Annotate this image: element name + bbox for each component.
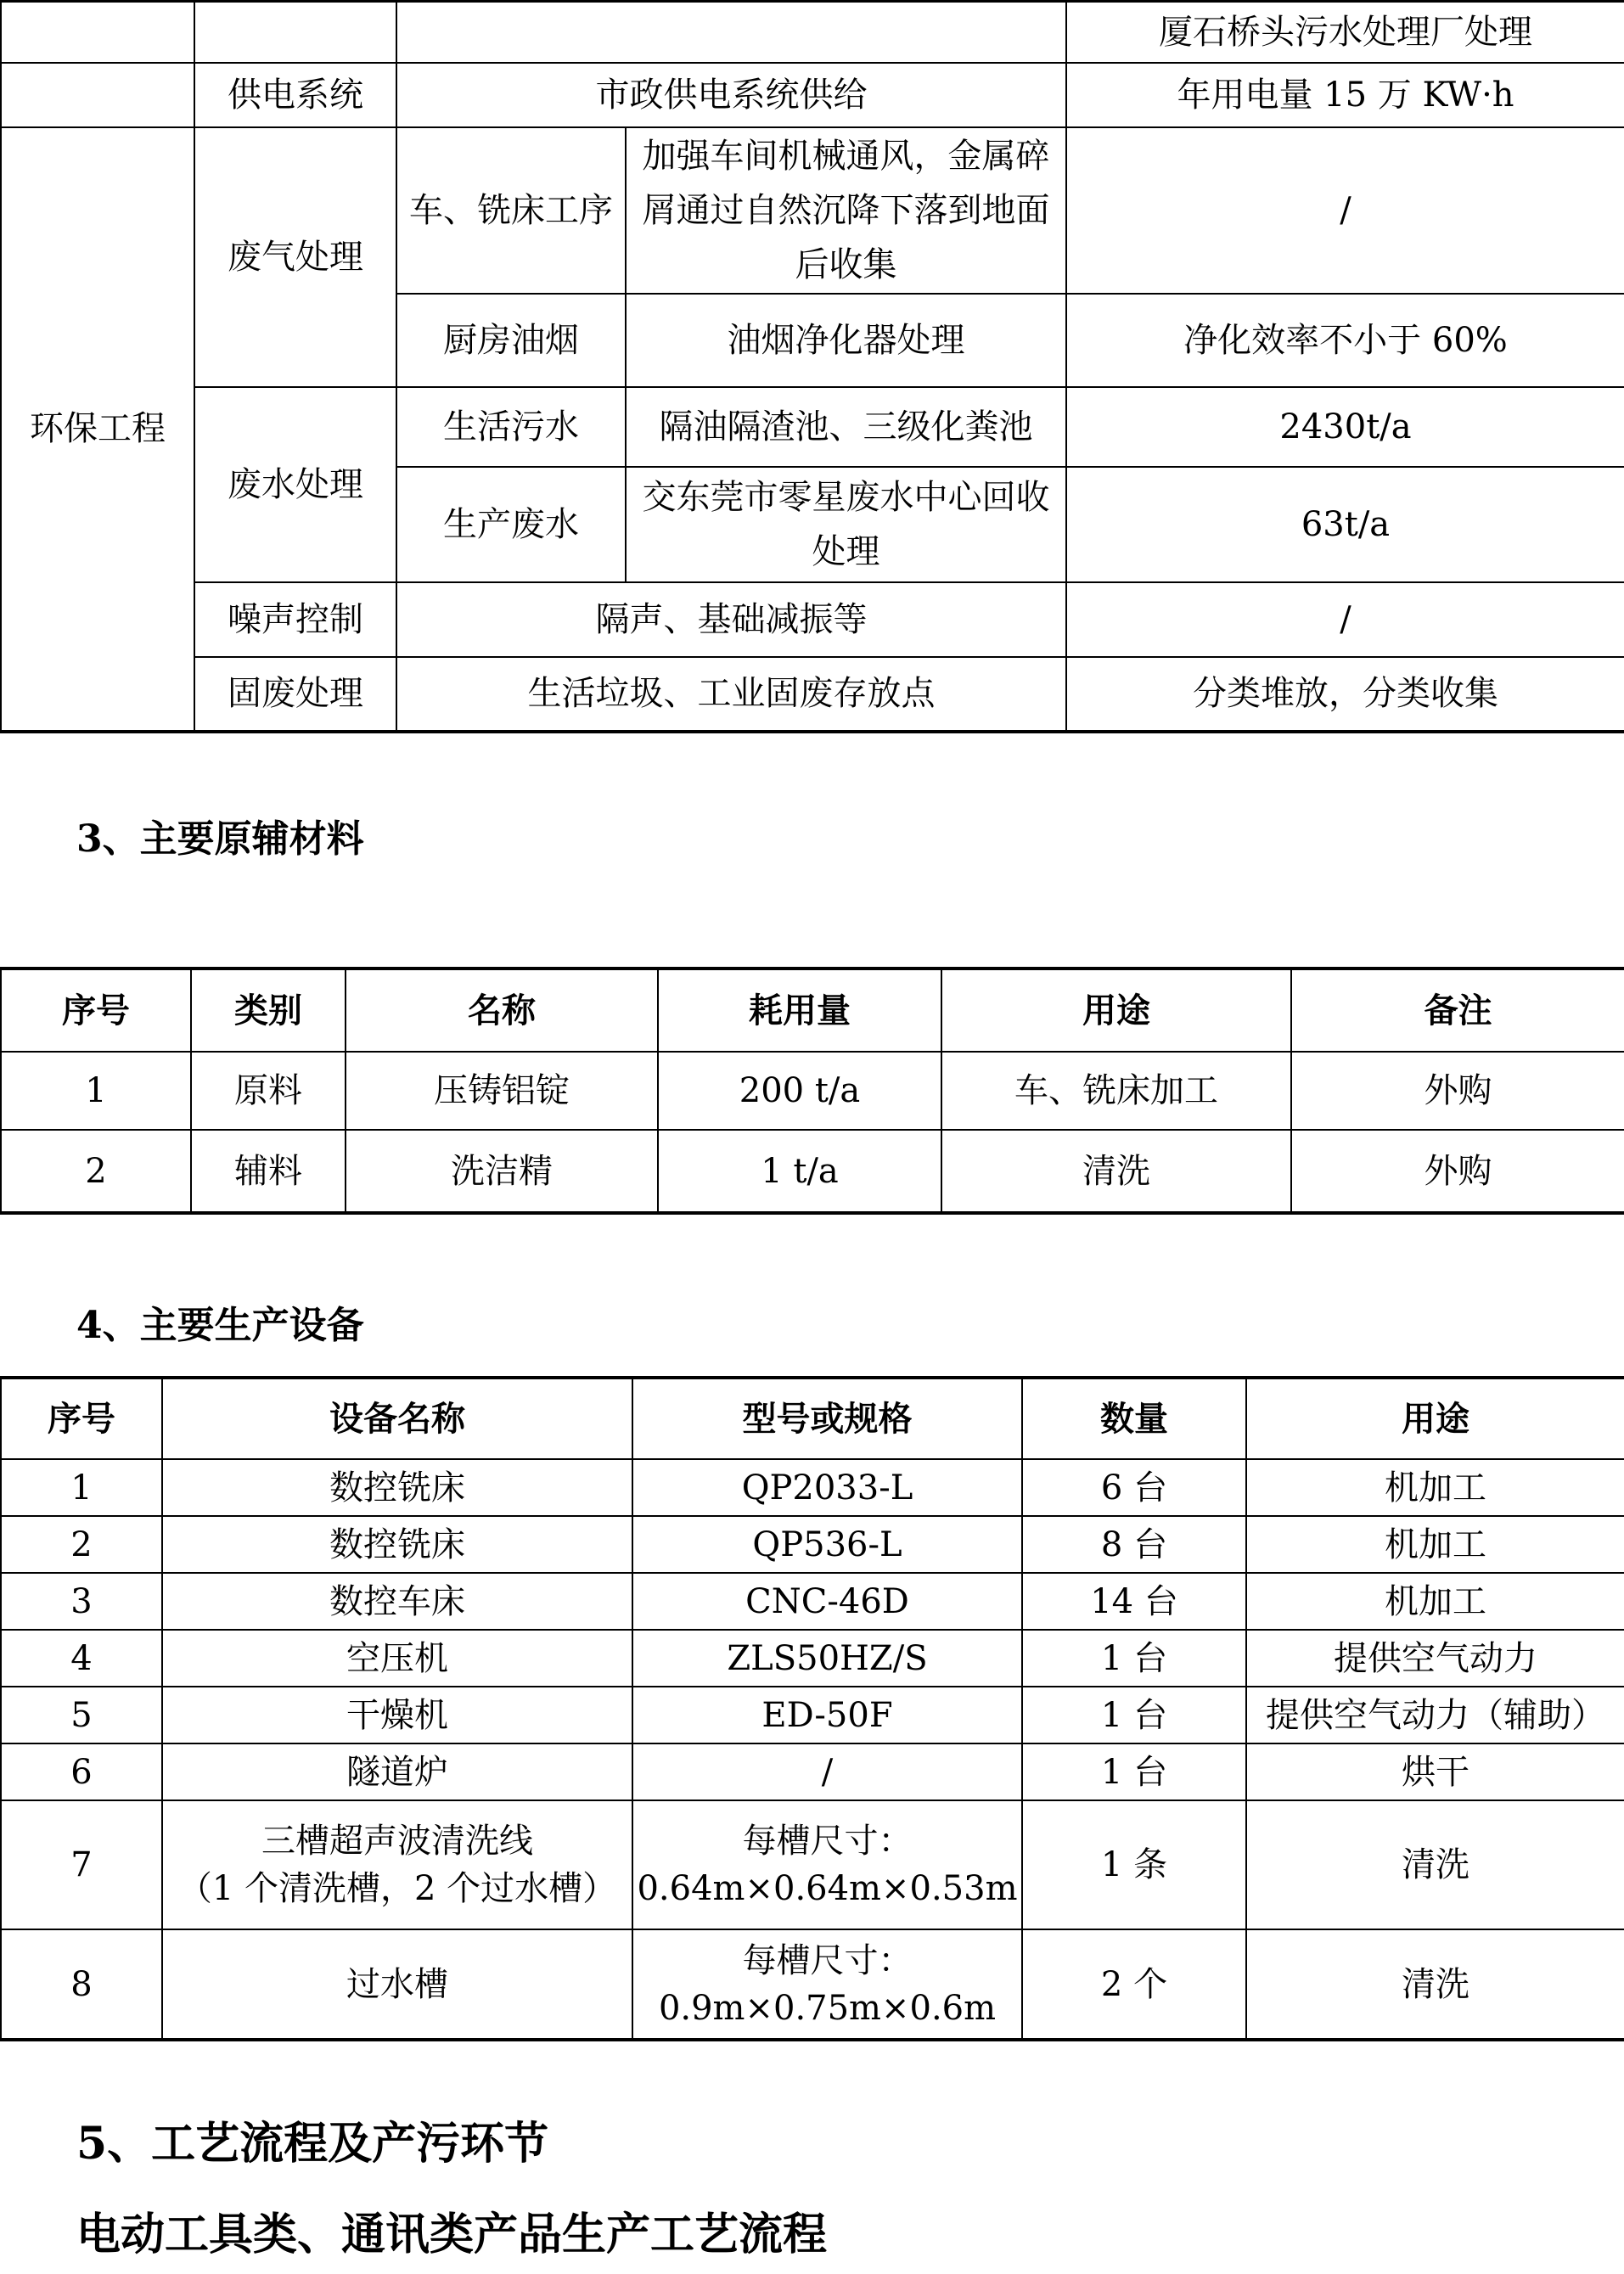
table-cell: 提供空气动力 bbox=[1246, 1630, 1624, 1687]
table-cell: QP2033-L bbox=[632, 1459, 1022, 1516]
table-cell: 2 bbox=[1, 1516, 162, 1573]
section-5-subtitle: 电动工具类、通讯类产品生产工艺流程 bbox=[76, 2209, 828, 2260]
table-row bbox=[1, 1052, 1624, 1130]
table-cell: 外购 bbox=[1291, 1130, 1624, 1213]
table-row bbox=[1, 1630, 1624, 1687]
table-cell: 7 bbox=[1, 1800, 162, 1929]
table-cell: 4 bbox=[1, 1630, 162, 1687]
header-cell: 数量 bbox=[1022, 1378, 1246, 1459]
cell-gas-note: 净化效率不小于 60% bbox=[1066, 294, 1624, 387]
table-cell: 1 bbox=[1, 1052, 191, 1130]
table-cell: 6 台 bbox=[1022, 1459, 1246, 1516]
cell-empty bbox=[396, 2, 1066, 63]
table-cell: 1 条 bbox=[1022, 1800, 1246, 1929]
cell-power-label: 供电系统 bbox=[194, 63, 396, 127]
table-cell: CNC-46D bbox=[632, 1573, 1022, 1630]
table-cell: 1 bbox=[1, 1459, 162, 1516]
table-cell: 烘干 bbox=[1246, 1743, 1624, 1800]
cell-gas-measure: 加强车间机械通风，金属碎屑通过自然沉降下落到地面后收集 bbox=[626, 127, 1066, 294]
table-row bbox=[1, 1130, 1624, 1213]
table-row bbox=[1, 1459, 1624, 1516]
equipment-name-line2: （1 个清洗槽，2 个过水槽） bbox=[177, 1869, 617, 1908]
table-cell: 车、铣床加工 bbox=[941, 1052, 1291, 1130]
table-cell: 过水槽 bbox=[162, 1929, 632, 2040]
cell-water-label: 废水处理 bbox=[194, 387, 396, 582]
environmental-engineering-table bbox=[0, 0, 1624, 733]
cell-sewage-note: 厦石桥头污水处理厂处理 bbox=[1066, 2, 1624, 63]
header-cell: 用途 bbox=[941, 969, 1291, 1052]
spec-line2: 0.64m×0.64m×0.53m bbox=[637, 1869, 1018, 1908]
table-cell: 清洗 bbox=[1246, 1800, 1624, 1929]
table-cell: 3 bbox=[1, 1573, 162, 1630]
cell-power-usage: 年用电量 15 万 KW·h bbox=[1066, 63, 1624, 127]
cell-solid-note: 分类堆放，分类收集 bbox=[1066, 657, 1624, 732]
cell-gas-label: 废气处理 bbox=[194, 127, 396, 387]
table-cell: 外购 bbox=[1291, 1052, 1624, 1130]
table-cell: 提供空气动力（辅助） bbox=[1246, 1687, 1624, 1743]
table-cell: 空压机 bbox=[162, 1630, 632, 1687]
section-5-title: 5、工艺流程及产污环节 bbox=[76, 2118, 549, 2170]
table-cell: 8 bbox=[1, 1929, 162, 2040]
header-cell: 序号 bbox=[1, 1378, 162, 1459]
header-cell: 用途 bbox=[1246, 1378, 1624, 1459]
cell-water-process: 生产废水 bbox=[396, 467, 626, 582]
cell-empty bbox=[1, 2, 194, 63]
table-cell: 干燥机 bbox=[162, 1687, 632, 1743]
cell-noise-measure: 隔声、基础减振等 bbox=[396, 582, 1066, 657]
table-row bbox=[1, 1687, 1624, 1743]
table-cell: 辅料 bbox=[191, 1130, 346, 1213]
table-cell: QP536-L bbox=[632, 1516, 1022, 1573]
table-row bbox=[1, 1573, 1624, 1630]
table-row bbox=[1, 1800, 1624, 1929]
cell-gas-process: 厨房油烟 bbox=[396, 294, 626, 387]
table-cell: 1 台 bbox=[1022, 1743, 1246, 1800]
cell-noise-note: / bbox=[1066, 582, 1624, 657]
table-cell: ZLS50HZ/S bbox=[632, 1630, 1022, 1687]
table-cell: 洗洁精 bbox=[346, 1130, 658, 1213]
header-cell: 序号 bbox=[1, 969, 191, 1052]
table-cell: 6 bbox=[1, 1743, 162, 1800]
cell-empty bbox=[1, 63, 194, 127]
table-cell: 14 台 bbox=[1022, 1573, 1246, 1630]
table-cell: 1 台 bbox=[1022, 1630, 1246, 1687]
table-cell: 清洗 bbox=[1246, 1929, 1624, 2040]
table-cell: 2 bbox=[1, 1130, 191, 1213]
table-cell: 5 bbox=[1, 1687, 162, 1743]
spec-line1: 每槽尺寸： bbox=[742, 1940, 913, 1980]
table-cell: 原料 bbox=[191, 1052, 346, 1130]
header-cell: 类别 bbox=[191, 969, 346, 1052]
cell-water-measure: 隔油隔渣池、三级化粪池 bbox=[626, 387, 1066, 467]
table-row bbox=[1, 1743, 1624, 1800]
table-cell bbox=[632, 1800, 1022, 1929]
table-cell bbox=[632, 1929, 1022, 2040]
header-cell: 耗用量 bbox=[658, 969, 941, 1052]
cell-gas-process: 车、铣床工序 bbox=[396, 127, 626, 294]
header-cell: 名称 bbox=[346, 969, 658, 1052]
materials-table bbox=[0, 967, 1624, 1215]
table-cell bbox=[162, 1800, 632, 1929]
table-cell: 机加工 bbox=[1246, 1573, 1624, 1630]
cell-power-source: 市政供电系统供给 bbox=[396, 63, 1066, 127]
cell-empty bbox=[194, 2, 396, 63]
equipment-table bbox=[0, 1376, 1624, 2041]
cell-water-process: 生活污水 bbox=[396, 387, 626, 467]
table-cell: 清洗 bbox=[941, 1130, 1291, 1213]
cell-water-measure: 交东莞市零星废水中心回收处理 bbox=[626, 467, 1066, 582]
table-cell: 1 t/a bbox=[658, 1130, 941, 1213]
table-cell: 机加工 bbox=[1246, 1516, 1624, 1573]
cell-water-note: 63t/a bbox=[1066, 467, 1624, 582]
cell-solid-measure: 生活垃圾、工业固废存放点 bbox=[396, 657, 1066, 732]
spec-line1: 每槽尺寸： bbox=[742, 1822, 913, 1861]
equipment-name-line1: 三槽超声波清洗线 bbox=[261, 1822, 533, 1861]
cell-solid-label: 固废处理 bbox=[194, 657, 396, 732]
table-cell: 2 个 bbox=[1022, 1929, 1246, 2040]
table-cell: 200 t/a bbox=[658, 1052, 941, 1130]
table-cell: 数控车床 bbox=[162, 1573, 632, 1630]
table-cell: 隧道炉 bbox=[162, 1743, 632, 1800]
cell-gas-measure: 油烟净化器处理 bbox=[626, 294, 1066, 387]
table-cell: / bbox=[632, 1743, 1022, 1800]
table-cell: 数控铣床 bbox=[162, 1516, 632, 1573]
header-cell: 备注 bbox=[1291, 969, 1624, 1052]
table-cell: 数控铣床 bbox=[162, 1459, 632, 1516]
table-cell: 机加工 bbox=[1246, 1459, 1624, 1516]
cell-env-label: 环保工程 bbox=[1, 127, 194, 732]
header-cell: 型号或规格 bbox=[632, 1378, 1022, 1459]
table-cell: 1 台 bbox=[1022, 1687, 1246, 1743]
table-row bbox=[1, 1929, 1624, 2040]
header-cell: 设备名称 bbox=[162, 1378, 632, 1459]
table-cell: 压铸铝锭 bbox=[346, 1052, 658, 1130]
cell-water-note: 2430t/a bbox=[1066, 387, 1624, 467]
table-cell: ED-50F bbox=[632, 1687, 1022, 1743]
section-3-title: 3、主要原辅材料 bbox=[76, 817, 364, 861]
spec-line2: 0.9m×0.75m×0.6m bbox=[658, 1988, 997, 2028]
cell-gas-note: / bbox=[1066, 127, 1624, 294]
table-row bbox=[1, 1516, 1624, 1573]
cell-noise-label: 噪声控制 bbox=[194, 582, 396, 657]
section-4-title: 4、主要生产设备 bbox=[76, 1304, 364, 1347]
table-cell: 8 台 bbox=[1022, 1516, 1246, 1573]
